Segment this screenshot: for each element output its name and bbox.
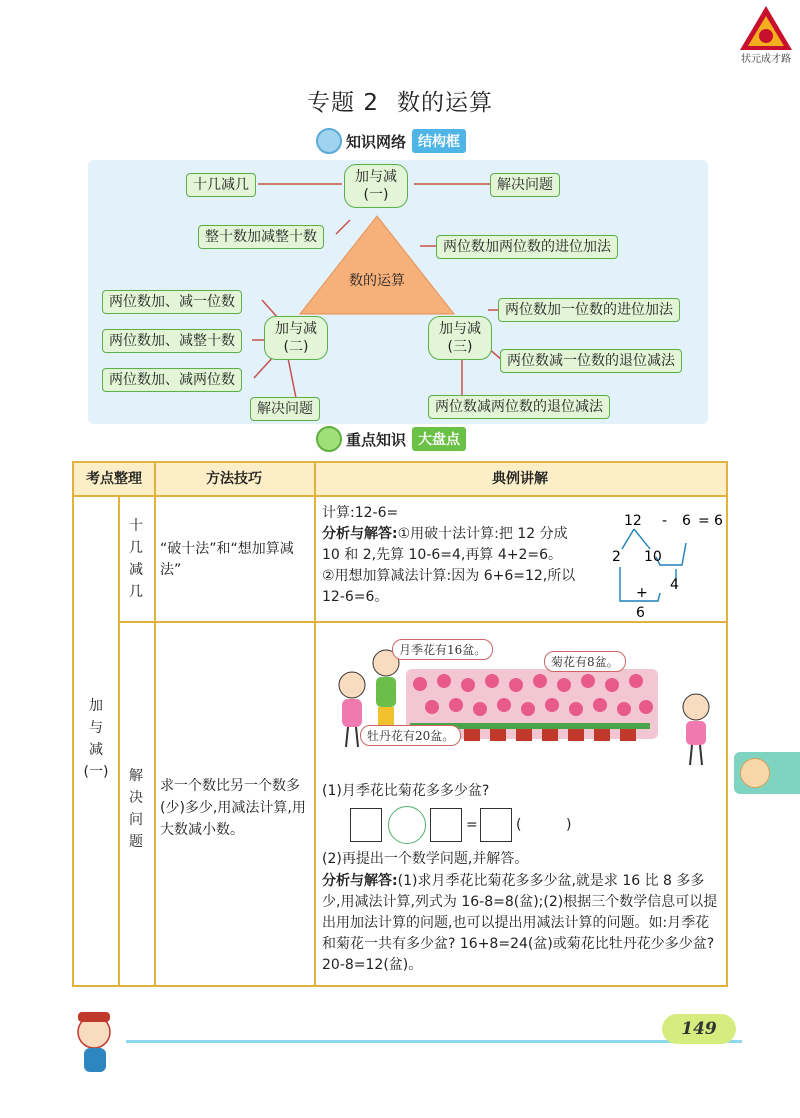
- row2-question1: (1)月季花比菊花多多少盆?: [322, 783, 490, 799]
- mascot-icon: [316, 426, 342, 452]
- title-prefix: 专题 2: [307, 90, 379, 116]
- row1-topic-char: 几: [129, 540, 143, 556]
- hub-top: [344, 164, 408, 208]
- brand-logo-text: 状元成才路: [741, 54, 791, 65]
- row2-topic: [126, 765, 146, 853]
- mascot-face-icon: [740, 758, 770, 788]
- row1-analysis-line: 10 和 2,先算 10-6=4,再算 4+2=6。: [322, 547, 563, 563]
- bubble-peony: 牡丹花有20盆。: [360, 725, 461, 746]
- network-banner-label: 知识网络: [346, 132, 407, 151]
- diagram-b: 6: [682, 513, 691, 529]
- mindmap-center: 数的运算: [349, 273, 405, 289]
- node-top-right: 解决问题: [490, 173, 560, 197]
- node-left-bottom: 解决问题: [250, 397, 320, 421]
- hub-left: [264, 316, 328, 360]
- divider: [154, 463, 156, 985]
- hub-left-line2: (二): [283, 339, 309, 355]
- node-left-1: 两位数加、减一位数: [102, 290, 242, 314]
- group-label-char: (一): [83, 764, 109, 780]
- row2-topic-char: 决: [129, 790, 143, 806]
- row1-topic-char: 几: [129, 584, 143, 600]
- header-method: 方法技巧: [154, 463, 314, 495]
- row2-analysis: [322, 871, 718, 976]
- row2-topic-char: 解: [129, 768, 143, 784]
- row1-analysis-label: 分析与解答:: [322, 526, 398, 542]
- side-tab: [734, 752, 800, 794]
- diagram-bottom: 6: [636, 605, 645, 621]
- row1-method: “破十法”和“想加算减法”: [160, 541, 294, 578]
- divider: [118, 495, 120, 985]
- node-right-1: 两位数加一位数的进位加法: [498, 298, 680, 322]
- break-ten-diagram: [610, 509, 730, 621]
- node-left-2: 两位数加、减整十数: [102, 329, 242, 353]
- key-banner-label: 重点知识: [346, 430, 407, 449]
- key-banner-tag: 大盘点: [412, 427, 466, 451]
- row1-problem: 计算:12-6=: [322, 505, 399, 521]
- group-label-char: 减: [89, 742, 103, 758]
- diagram-diff: 4: [670, 577, 679, 593]
- answer-box[interactable]: [430, 808, 462, 842]
- group-label-char: 加: [89, 698, 103, 714]
- row2-question2: (2)再提出一个数学问题,并解答。: [322, 851, 529, 867]
- unit-paren: ( ): [516, 817, 572, 833]
- diagram-eq: =: [698, 513, 710, 529]
- row1-topic-char: 十: [129, 518, 143, 534]
- node-mid-left: 整十数加减整十数: [198, 225, 324, 249]
- row1-example: [322, 503, 612, 608]
- row2-analysis-text: (1)求月季花比菊花多多少盆,就是求 16 比 8 多多少,用减法计算,列式为 16-8=8(盆);(2)根据三个数学信息可以提出用加法计算的问题,也可以提出用减法计算的问题。如:月季花和菊花一共有多少盆? 16+8=24(盆)或菊花比牡丹花少多少盆? 20-8=12(盆)。: [322, 873, 718, 973]
- divider: [74, 495, 726, 497]
- bubble-rose: 月季花有16盆。: [392, 639, 493, 660]
- row1-analysis-line: ②用想加算减法计算:因为 6+6=12,所以: [322, 568, 576, 584]
- node-right-2: 两位数减一位数的退位减法: [500, 349, 682, 373]
- hub-left-line1: 加与减: [275, 321, 317, 337]
- row2-topic-char: 题: [129, 834, 143, 850]
- row1-analysis-line: 12-6=6。: [322, 589, 389, 605]
- footer-mascot-icon: [64, 1006, 126, 1078]
- hub-right-line1: 加与减: [439, 321, 481, 337]
- knowledge-table: [72, 461, 728, 987]
- footer-line: [126, 1040, 742, 1043]
- row1-topic: [126, 515, 146, 603]
- header-example: 典例讲解: [314, 463, 726, 495]
- answer-box[interactable]: [480, 808, 512, 842]
- diagram-split2: 10: [644, 549, 662, 565]
- bubble-chrysanthemum: 菊花有8盆。: [544, 651, 626, 672]
- diagram-result: 6: [714, 513, 723, 529]
- divider: [314, 463, 316, 985]
- node-left-3: 两位数加、减两位数: [102, 368, 242, 392]
- hub-top-line2: (一): [363, 187, 389, 203]
- answer-box[interactable]: [350, 808, 382, 842]
- equals-sign: =: [466, 817, 478, 833]
- page-number: 149: [662, 1014, 736, 1044]
- hub-top-line1: 加与减: [355, 169, 397, 185]
- row2-analysis-label: 分析与解答:: [322, 873, 398, 889]
- node-mid-right: 两位数加两位数的进位加法: [436, 235, 618, 259]
- hub-right-line2: (三): [447, 339, 473, 355]
- row1-analysis-line: ①用破十法计算:把 12 分成: [397, 526, 568, 542]
- divider: [118, 621, 726, 623]
- diagram-plus: +: [636, 585, 648, 601]
- diagram-split1: 2: [612, 549, 621, 565]
- network-banner-tag: 结构框: [412, 129, 466, 153]
- diagram-a: 12: [624, 513, 642, 529]
- group-label: [83, 695, 109, 783]
- flowers-illustration: [320, 629, 720, 775]
- node-right-bottom: 两位数减两位数的退位减法: [428, 395, 610, 419]
- row2-topic-char: 问: [129, 812, 143, 828]
- diagram-op: -: [662, 513, 668, 529]
- title-main: 数的运算: [396, 90, 493, 116]
- operator-circle[interactable]: [388, 806, 426, 844]
- key-banner: [316, 426, 466, 452]
- row2-method: 求一个数比另一个数多(少)多少,用减法计算,用大数减小数。: [160, 778, 306, 838]
- hub-right: [428, 316, 492, 360]
- group-label-char: 与: [89, 720, 103, 736]
- row1-topic-char: 减: [129, 562, 143, 578]
- node-top-left: 十几减几: [186, 173, 256, 197]
- header-topic: 考点整理: [74, 463, 154, 495]
